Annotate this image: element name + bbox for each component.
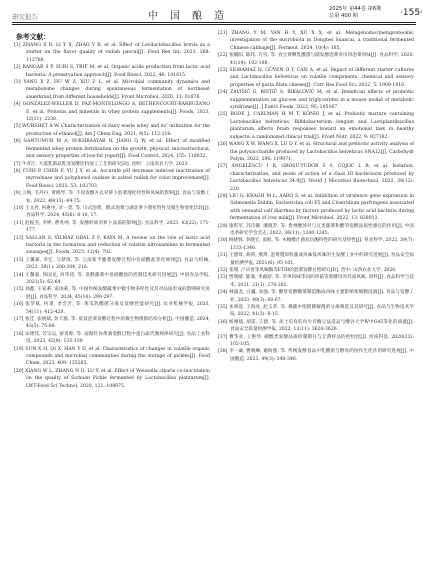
issue-line-2: 总第 400 期 xyxy=(329,13,358,19)
reference-item: [20] XIANG W L, ZHANG N D, LU Y, et al. Effect of Weissella cibaria co-inoculation on the quality of Sichuan Pickle fermented by Lactobacillus plantarum[J]. LWT-Food Sci Technol, 2020, 121: 108975. xyxy=(14,368,210,389)
page-number: ·155· xyxy=(400,8,423,18)
reference-item: [23] SIGRAMAZ H, GÜVEN O T, CAN A, et al. Impact of different starter cultures and Lactobacillus helveticus on volatile components, chemical and sensory properties of pasta filata cheese[J]. Curr Res Food Sci, 2022, 5: 1009-1016. xyxy=(218,68,414,88)
reference-item: [16] 张华斌, 何秉, 李会芳, 等. 黄瓜乳酸菌分离及发酵性能研究[J]. 农业机械学报, 2023, 54(11): 412-420. xyxy=(14,302,210,315)
reference-item: [21] ZHANG Y M, YAN H Y, XU X X, et al. Metagenomic/metaproteomic investigation of the microbiota in Dongbei Suancai, a traditional fermented Chinese cabbage[J]. Ferment, 2024, 10(4): 185. xyxy=(218,31,414,51)
reference-item: [5] WUBSHET A W. Characterization of dairy waste whey and its' utilization for the production of ethanol[J]. Am J Chem Eng, 2021, 9(5): 112-118. xyxy=(14,124,210,137)
references-left-column xyxy=(14,42,210,390)
references-heading: 参考文献： xyxy=(16,33,50,41)
header-rule-thin xyxy=(12,24,416,25)
reference-item: [2] BANGAR S P, SURI S, TRIF M, et al. Organic acids production from lactic acid bacteria: A preservation approach[J]. Food Biosci, 2022, 46: 101615. xyxy=(14,65,210,78)
reference-item: [35] 朱翠莲, 王海亮, 赵玉荣, 等. 佛蔬中组嵌降解菌的分离筛选及其研究[J]. 食品与生物技术学报, 2022, 41(3): 8-15. xyxy=(218,305,414,318)
reference-item: [4] GONZÁLEZ-WELLER D, PAZ-MONTELONGO S, BETHENCOURT-BARBUZANO E, et al. Proteins and minerals in whey protein supplements[J]. Foods, 2023, 12(11): 2238. xyxy=(14,102,210,123)
reference-item: [7] 牛青江. 大漠乳制品乳清发酵饮料加工工艺的研究[D]. 昆明：云南农业大学, 2023. xyxy=(14,161,189,167)
reference-item: [27] ANGELESCU I R, GROSU-TUDOR S S, COJOC L R, et al. Isolation, characterization, and mode of action of a class III bacteriocin produced by Lactobacillus helveticus 34.9[J]. World J Microbiol Biotechnol, 2022, 38(12): 220. xyxy=(218,164,414,192)
reference-item: [31] 王德琦, 胡荷, 燕窝. 泡菜腊原料蔬成风味肽风味的生发酵工业中的研究进展[J]. 食品安全质量检测学报, 2021(6): 95-101. xyxy=(218,253,414,266)
reference-item: [9] 云梅, 毛丹丹, 黄晓琴, 等. 不同发酵方式对萝卜泡菜理化特性和风味的影响[J]. 食品与发酵工业, 2022, 48(13): 69-75. xyxy=(14,191,210,204)
reference-item: [30] 杨晓蓉, 李晓宏, 南航, 等. 木棉酸汁菌抗抗酶特性的研究及特性[J]. 草业科学, 2022, 39(7): 1333-1340. xyxy=(218,238,414,251)
reference-item: [28] LIU G, KRAGH M L, AABO S, et al. Inhibition of virulence gene expression in Salmonella Dublin, Escherichia coli F5 and Clostridium perfringens associated with neonatal calf diarrhea by factors produced by lactic acid bacteria during fermentation of cow milk[J]. Front Microbiol, 2022, 13: 828013. xyxy=(218,193,414,222)
reference-item: [22] 张楠阳, 陈炜, 许雪, 等. 食宝黄颗乳酸菌与储发酵泡菜对川四泡菜风味[J]. 食品科学, 2020, 41(14): 102-108. xyxy=(218,53,414,66)
reference-item: [11] 赵振杰, 李婷, 曹兆坤, 等. 发酵时间对萝卜品质的影响[J]. 食品科学, 2023, 42(22): 171-177. xyxy=(14,220,210,234)
issue-info xyxy=(329,6,381,20)
reference-item: [1] ZHANG X R, LI Y X, ZHAO Y R, et al. Effect of Levilactobacillus brevis as a starter on the flavor quality of radish paocai[J]. Food Res Int, 2023, 168: 112780. xyxy=(14,43,210,63)
issue-line-1: 2025年 第44卷 第6期 xyxy=(329,6,382,12)
reference-item: [6] GANTUMUR M A, SUKHBAATAR N, JIANG Q W, et al. Effect of modified fermented whey protein fertilization on the growth, physical, microstructural, and sensory properties of low-fat yogurt[J]. Food Control, 2024, 155: 110032. xyxy=(14,139,210,160)
reference-item: [10] 王文君, 何惠中, 牙一萱, 等. 川式泡菜、酵式泡菜与湖北萝卜理化特性及微生物变化比较[J]. 食品科学, 2024, 45(6): 8-10, 17. xyxy=(14,205,210,219)
reference-item: [29] 康彰军, 苏诗静, 潘晓芳, 等. 贵州酸汤对与豆类蔬菜和酸笋发酵品质性感官的作用[J]. 中国皮革研究学会会志, 2022, 36(11): 1240-1245. xyxy=(218,223,414,236)
section-label: 研究报告 xyxy=(12,13,38,21)
reference-item: [24] ZAVIŠIĆ G, RISTIĆ S, RIKALOVIĆ M, et al. Beneficial effects of probiotic supplementation on glucose and triglycerides in a mouse model of metabolic syndrome[J]. J Funct Foods, 2022, 95: 105167. xyxy=(218,90,414,111)
reference-item: [32] 张翔, 户庆香等风味酶等FTIR的泡菜发酵过程研究[D]. 晋中: 山西农业大学, 2020. xyxy=(218,268,397,273)
reference-item: [33] 贾瑞晴, 陈瑜, 李露原, 等. 苹单风味等向的草菇等浆酵母对苏南风味, 原料[J]. 食品科学与技术, 2021, 21(1): 276-282. xyxy=(218,275,414,288)
reference-item: [38] 李一谦, 曹晓琳, 谢海燕, 等. 传统发酵食品中乳酸菌与酵母的协作生化作用研究进展[J]. 中国酿造, 2023, 49(3): 340-346. xyxy=(218,349,414,362)
reference-item: [8] CUIH P, CHEN F, YU J Y, et al. Accurate pH decrease induced inactivation of myrosinase and polyphenol oxidase in salted radish for color improvement[J]. Food Biosci, 2023, 53: 102703. xyxy=(14,168,210,189)
reference-item: [18] 宋建伟, 芳宗运, 蒙青蓉, 等. 南阳红谷黄酒发酵过程中蛋白质代谢规律研究[J]. 食品工业科技, 2023, 42(8): 135-139. xyxy=(14,331,210,345)
header-rule xyxy=(12,22,416,23)
reference-item: [36] 杨豫斌, 胡雷, 王德, 等. 泥土培育的丙少有酶豆法选品与酸谷大学Ⅳ中G45等化的质量[J]. 食品安全质量检测学报, 2022, 13(11): 3620-3626. xyxy=(218,319,414,333)
reference-item: [15] 刘鑫, 王家莉, 雷雨莉, 等. 中国传统发酵蔬菜中微生物多样性及其对品质形成的影响研究进展[J]. 食品科学, 2024, 45(10): 290-297. xyxy=(14,287,210,300)
reference-item: [26] WANG X W, WANG X, LU D Y, et al. Structural and prebiotic activity analysis of the polysaccharide produced by Lactobacillus helveticus SNA12[J]. Carbohydr Polym, 2022, 296: 119971. xyxy=(218,142,414,162)
reference-item: [19] SUN X H, QI X, HAN Y D, et al. Characteristics of changes in volatile organic compounds and microbial communities during the storage of pickles[J]. Food Chem, 2023, 409: 135285. xyxy=(14,346,210,367)
reference-item: [34] 林盛龙, 白巍, 高强, 等. 酵母发酵酿菜制造酶成风味主要影响浆细胞浸润[J]. 食品与发酵工业, 2023, 49(3): 60-67. xyxy=(218,290,414,303)
reference-item: [14] 王馨嘉, 汤国龙, 何华琦, 等. 发酵蔬菜中亚硝酸盐的控制技术研究进展[J]. 中国食品学报, 2021(5): 62-64. xyxy=(14,272,210,285)
reference-item: [17] 张佳, 张焕斌, 彭天群, 等. 低盐泡菜发酵过程中的微生物菌群结构分析[J]. 中国酿造, 2024, 43(5): 75-80. xyxy=(14,317,210,330)
reference-item: [37] 曹华业, 王艳琴. 碳酸类发酵品质检制制并与无菌样品的控检控[J]. 河南科技, 2020(22): 102-105. xyxy=(218,334,414,348)
journal-title: 中国酿造 xyxy=(148,11,236,22)
reference-item: [25] RODE J, CARLMAN H M T, KÖNIG J, et al. Probiotic mixture containing Lactobacillus helveticus, Bifidobacterium longum and Lactiplantibacillus plantarum affects brain responses toward an emotional task in healthy subjects: a randomized clinical trial[J]. Front Nutr, 2022, 9: 827182. xyxy=(218,112,414,140)
reference-item: [12] SALLAN S, YILMAZ ORAL Z F, KAYA M. A review on the role of lactic acid bacteria in the formation and reduction of volatile nitrosamines in fermented sausages[J]. Foods, 2023, 12(4): 702. xyxy=(14,235,210,256)
reference-item: [13] 王馨嘉, 李宏, 马梦琦, 等. 云南新平腌菜发酵过程中亚硝酸盐变化规律[J]. 食品与机械, 2022, 38(1): 200-204, 216. xyxy=(14,257,210,271)
reference-item: [3] YANG X Z, HU W Z, XIU Z L, et al. Microbial community dynamics and metabolome changes during spontaneous fermentation of northeast sauerkraut from different households[J]. Front Microbiol, 2020, 11: 01878. xyxy=(14,80,210,100)
references-right-column xyxy=(218,30,414,363)
